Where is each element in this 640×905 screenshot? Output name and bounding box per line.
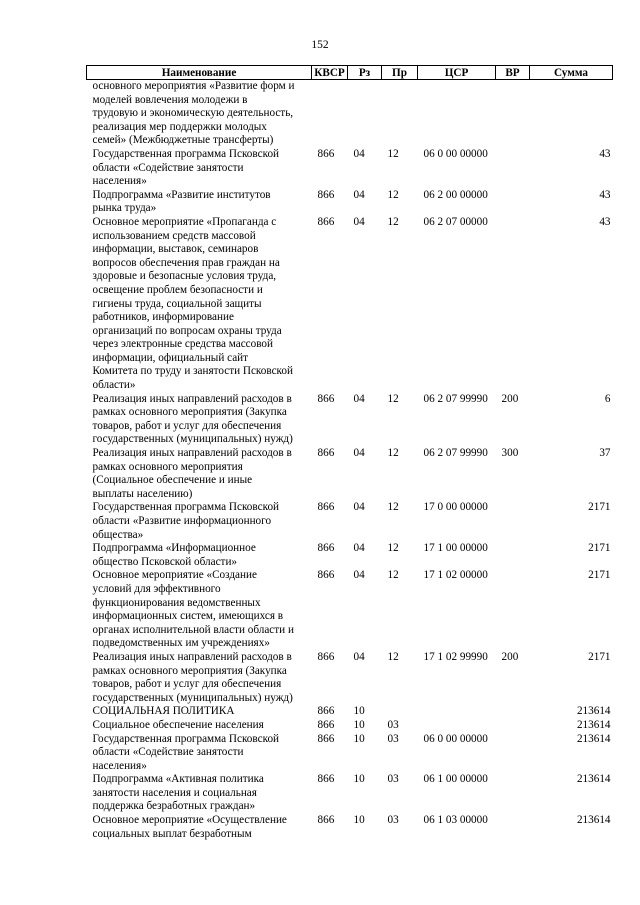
cell-vr xyxy=(496,569,530,651)
cell-kvsr: 866 xyxy=(317,569,335,582)
table-row xyxy=(87,393,613,447)
cell-pr: 03 xyxy=(387,732,399,745)
table-row xyxy=(87,814,613,841)
cell-csr xyxy=(418,80,496,148)
cell-vr xyxy=(496,80,530,148)
cell-sum: 6 xyxy=(604,392,611,405)
cell-csr: 17 0 00 00000 xyxy=(423,501,488,514)
cell-sum: 213614 xyxy=(576,732,611,745)
cell-sum: 37 xyxy=(599,447,611,460)
table-row xyxy=(87,733,613,774)
cell-sum: 2171 xyxy=(588,501,611,514)
table-row xyxy=(87,216,613,393)
cell-vr xyxy=(496,148,530,189)
cell-name: Основное мероприятие «Создание условий для эффективного функционирования ведомственных информационных систем, имеющихся в органах исполнительной власти области и подведомственных им учреждениях» xyxy=(92,569,294,650)
table-row xyxy=(87,773,613,814)
cell-kvsr: 866 xyxy=(317,732,335,745)
header-vr: ВР xyxy=(496,66,530,80)
cell-rz: 10 xyxy=(353,814,365,827)
page-number: 152 xyxy=(311,39,329,51)
cell-pr: 12 xyxy=(387,650,399,663)
cell-rz: 04 xyxy=(353,215,365,228)
table-row xyxy=(87,501,613,542)
cell-rz: 04 xyxy=(353,542,365,555)
table-row xyxy=(87,542,613,569)
cell-kvsr: 866 xyxy=(317,773,335,786)
cell-name: Государственная программа Псковской области «Содействие занятости населения» xyxy=(92,732,280,772)
cell-sum: 2171 xyxy=(588,569,611,582)
cell-sum: 213614 xyxy=(576,814,611,827)
cell-name: Основное мероприятие «Осуществление социальных выплат безработным xyxy=(92,814,287,840)
header-pr: Пр xyxy=(382,66,418,80)
cell-sum: 213614 xyxy=(576,718,611,731)
cell-vr xyxy=(496,216,530,393)
cell-pr: 12 xyxy=(387,569,399,582)
cell-sum: 43 xyxy=(599,147,611,160)
cell-name: основного мероприятия «Развитие форм и моделей вовлечения молодежи в трудовую и экономическую деятельность, реализация мер поддержки молодых семей» (Межбюджетные трансферты) xyxy=(92,80,295,147)
budget-table xyxy=(86,65,613,841)
cell-csr: 17 1 02 99990 xyxy=(423,650,488,663)
cell-name: Социальное обеспечение населения xyxy=(92,718,264,731)
cell-vr xyxy=(496,542,530,569)
header-kvsr: КВСР xyxy=(312,66,348,80)
cell-rz: 10 xyxy=(353,732,365,745)
cell-kvsr xyxy=(312,80,348,148)
cell-vr: 200 xyxy=(501,392,519,405)
cell-kvsr: 866 xyxy=(317,215,335,228)
cell-name: СОЦИАЛЬНАЯ ПОЛИТИКА xyxy=(92,705,235,718)
header-csr: ЦСР xyxy=(418,66,496,80)
cell-vr xyxy=(496,501,530,542)
cell-csr xyxy=(418,719,496,733)
cell-csr: 06 1 00 00000 xyxy=(423,773,488,786)
cell-vr xyxy=(496,733,530,774)
table-row xyxy=(87,569,613,651)
cell-vr xyxy=(496,814,530,841)
cell-kvsr: 866 xyxy=(317,705,335,718)
table-row xyxy=(87,719,613,733)
cell-csr: 06 0 00 00000 xyxy=(423,732,488,745)
cell-name: Реализация иных направлений расходов в рамках основного мероприятия (Социальное обеспечение и иные выплаты населению) xyxy=(92,447,292,500)
table-row xyxy=(87,148,613,189)
cell-kvsr: 866 xyxy=(317,718,335,731)
cell-kvsr: 866 xyxy=(317,501,335,514)
cell-name: Государственная программа Псковской области «Развитие информационного общества» xyxy=(92,501,280,541)
cell-kvsr: 866 xyxy=(317,147,335,160)
cell-name: Основное мероприятие «Пропаганда с использованием средств массовой информации, выставок, семинаров вопросов обеспечения прав граждан на здоровые и безопасные условия труда, освещение проблем безопасности и гигиены труда, социальной защиты работников, информирование организаций по вопросам охраны труда через электронные средства массовой информации, официальный сайт Комитета по труду и занятости Псковской области» xyxy=(92,215,294,392)
cell-csr: 06 2 07 99990 xyxy=(423,447,488,460)
cell-kvsr: 866 xyxy=(317,447,335,460)
header-rz: Рз xyxy=(348,66,382,80)
table-row xyxy=(87,651,613,705)
cell-pr xyxy=(382,705,418,719)
cell-vr xyxy=(496,719,530,733)
cell-pr: 12 xyxy=(387,501,399,514)
cell-csr: 06 1 03 00000 xyxy=(423,814,488,827)
table-row xyxy=(87,705,613,719)
cell-pr: 03 xyxy=(387,773,399,786)
cell-name: Подпрограмма «Информационное общество Псковской области» xyxy=(92,542,256,568)
cell-pr: 03 xyxy=(387,814,399,827)
cell-kvsr: 866 xyxy=(317,542,335,555)
cell-csr: 17 1 00 00000 xyxy=(423,542,488,555)
cell-csr: 17 1 02 00000 xyxy=(423,569,488,582)
cell-rz xyxy=(348,80,382,148)
cell-pr: 12 xyxy=(387,447,399,460)
cell-csr: 06 2 07 00000 xyxy=(423,215,488,228)
cell-pr: 12 xyxy=(387,215,399,228)
cell-vr xyxy=(496,705,530,719)
cell-csr: 06 2 07 99990 xyxy=(423,392,488,405)
header-name: Наименование xyxy=(87,66,312,80)
cell-vr xyxy=(496,189,530,216)
header-sum: Сумма xyxy=(530,66,613,80)
cell-name: Реализация иных направлений расходов в рамках основного мероприятия (Закупка товаров, работ и услуг для обеспечения государственных (муниципальных) нужд) xyxy=(92,392,293,446)
cell-sum: 43 xyxy=(599,215,611,228)
cell-kvsr: 866 xyxy=(317,650,335,663)
cell-rz: 04 xyxy=(353,650,365,663)
cell-sum xyxy=(530,80,613,148)
table-body xyxy=(87,80,613,842)
cell-rz: 10 xyxy=(353,705,365,718)
cell-rz: 04 xyxy=(353,392,365,405)
table-row xyxy=(87,447,613,501)
cell-sum: 213614 xyxy=(576,705,611,718)
cell-kvsr: 866 xyxy=(317,814,335,827)
cell-kvsr: 866 xyxy=(317,188,335,201)
cell-vr xyxy=(496,773,530,814)
cell-csr xyxy=(418,705,496,719)
cell-vr: 300 xyxy=(501,447,519,460)
cell-vr: 200 xyxy=(501,650,519,663)
cell-name: Реализация иных направлений расходов в рамках основного мероприятия (Закупка товаров, работ и услуг для обеспечения государственных (муниципальных) нужд) xyxy=(92,650,293,704)
cell-rz: 04 xyxy=(353,447,365,460)
table-header xyxy=(87,66,613,80)
cell-pr: 12 xyxy=(387,147,399,160)
cell-csr: 06 2 00 00000 xyxy=(423,188,488,201)
cell-kvsr: 866 xyxy=(317,392,335,405)
cell-pr: 12 xyxy=(387,188,399,201)
cell-rz: 10 xyxy=(353,773,365,786)
cell-sum: 43 xyxy=(599,188,611,201)
cell-pr: 12 xyxy=(387,392,399,405)
cell-pr xyxy=(382,80,418,148)
cell-rz: 04 xyxy=(353,501,365,514)
cell-rz: 10 xyxy=(353,718,365,731)
cell-sum: 2171 xyxy=(588,542,611,555)
cell-sum: 213614 xyxy=(576,773,611,786)
table-row xyxy=(87,189,613,216)
cell-name: Государственная программа Псковской области «Содействие занятости населения» xyxy=(92,147,280,188)
cell-name: Подпрограмма «Развитие институтов рынка труда» xyxy=(92,188,271,215)
cell-rz: 04 xyxy=(353,147,365,160)
cell-csr: 06 0 00 00000 xyxy=(423,147,488,160)
cell-name: Подпрограмма «Активная политика занятости населения и социальная поддержка безработных граждан» xyxy=(92,773,264,813)
cell-pr: 03 xyxy=(387,718,399,731)
cell-rz: 04 xyxy=(353,569,365,582)
cell-sum: 2171 xyxy=(588,650,611,663)
table-row xyxy=(87,80,613,148)
cell-pr: 12 xyxy=(387,542,399,555)
cell-rz: 04 xyxy=(353,188,365,201)
